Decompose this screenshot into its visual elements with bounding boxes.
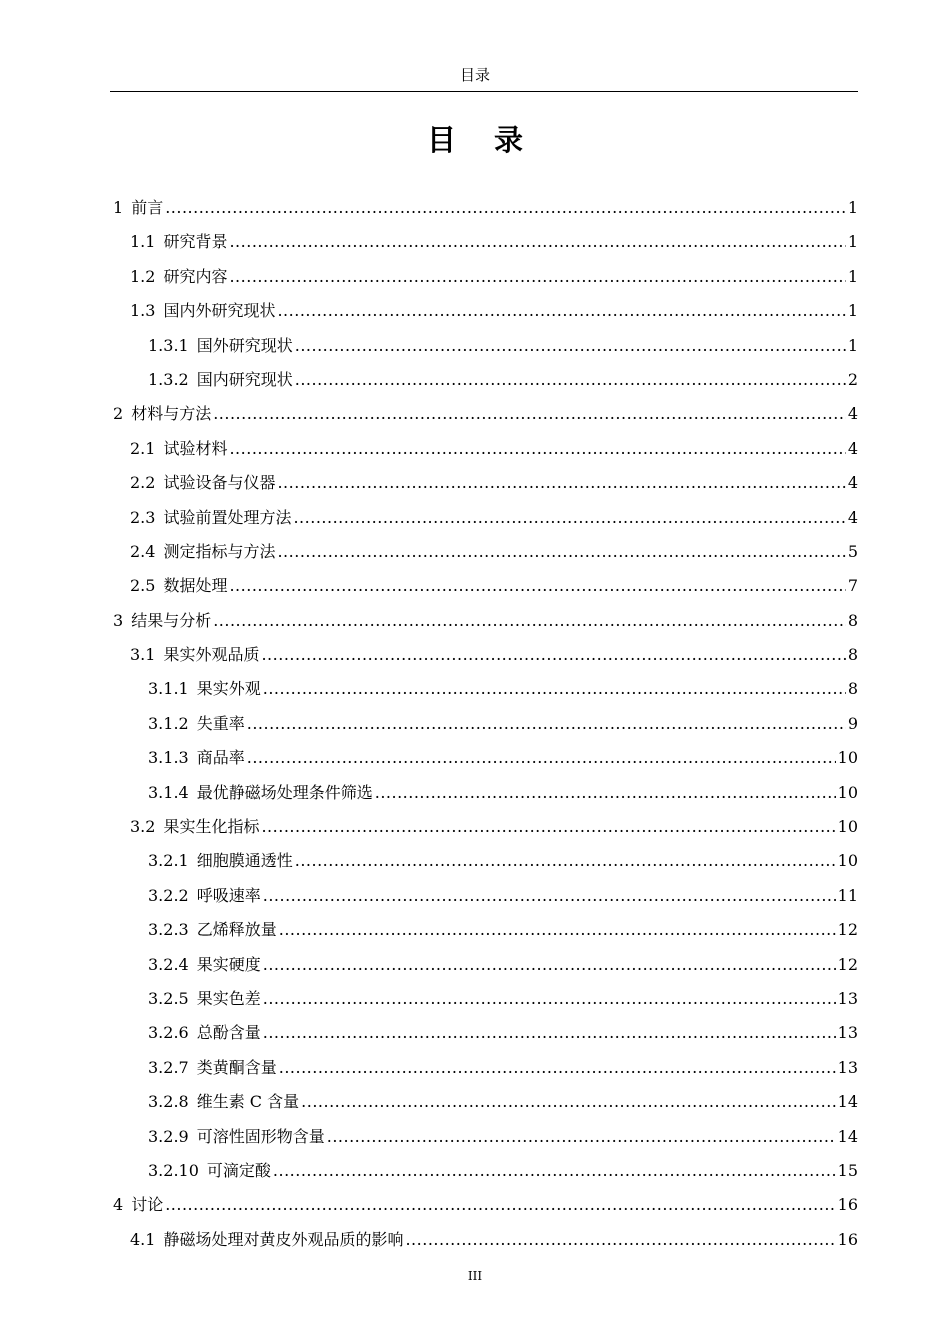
toc-entry[interactable] xyxy=(110,948,858,982)
toc-entry-label: 静磁场处理对黄皮外观品质的影响 xyxy=(163,1229,404,1249)
toc-entry-number: 3.2.2 xyxy=(148,885,189,905)
toc-entry-page: 9 xyxy=(847,713,858,733)
page-number: III xyxy=(467,1269,483,1283)
toc-entry[interactable] xyxy=(110,432,858,466)
toc-title: 目 录 xyxy=(426,123,538,157)
toc-entry-label: 国外研究现状 xyxy=(196,335,293,355)
toc-entry-page: 16 xyxy=(837,1195,858,1215)
toc-entry[interactable] xyxy=(110,466,858,500)
toc-entry[interactable] xyxy=(110,535,858,569)
toc-entry-number: 2 xyxy=(113,404,124,424)
toc-entry-number: 3.2.9 xyxy=(148,1126,189,1146)
toc-entry-label: 测定指标与方法 xyxy=(163,541,276,561)
toc-dot-leader xyxy=(261,810,835,844)
toc-dot-leader xyxy=(263,672,846,706)
toc-entry-number: 3.2.5 xyxy=(148,988,189,1008)
toc-entry[interactable] xyxy=(110,363,858,397)
toc-dot-leader xyxy=(247,707,846,741)
toc-entry[interactable] xyxy=(110,260,858,294)
toc-entry-label: 国内外研究现状 xyxy=(163,301,276,321)
toc-entry[interactable] xyxy=(110,397,858,431)
toc-entry-number: 4 xyxy=(113,1195,124,1215)
toc-entry-label: 果实外观品质 xyxy=(163,645,260,665)
toc-entry-number: 1 xyxy=(113,198,124,217)
toc-entry-label: 试验材料 xyxy=(163,438,228,458)
toc-entry[interactable] xyxy=(110,191,858,225)
toc-entry-label: 细胞膜通透性 xyxy=(196,851,293,871)
toc-entry-number: 3.2.7 xyxy=(148,1057,189,1077)
toc-entry-page: 10 xyxy=(837,782,858,802)
toc-dot-leader xyxy=(301,1085,836,1119)
toc-entry-label: 维生素 C 含量 xyxy=(196,1092,300,1112)
toc-entry-number: 3.1.4 xyxy=(148,782,189,802)
toc-dot-leader xyxy=(261,638,845,672)
toc-entry-label: 试验设备与仪器 xyxy=(163,473,276,493)
toc-entry-number: 3.1 xyxy=(130,645,156,665)
toc-entry-page: 2 xyxy=(847,369,858,389)
toc-entry-page: 1 xyxy=(847,266,858,286)
toc-entry-page: 12 xyxy=(837,954,858,974)
toc-entry-page: 8 xyxy=(847,645,858,665)
toc-entry[interactable] xyxy=(110,501,858,535)
toc-entry-label: 可滴定酸 xyxy=(206,1160,271,1180)
toc-entry-label: 果实外观 xyxy=(196,679,261,699)
toc-entry-number: 1.3.1 xyxy=(148,335,189,355)
toc-entry-number: 1.2 xyxy=(130,266,156,286)
toc-entry[interactable] xyxy=(110,1154,858,1188)
toc-entry-number: 3.2.4 xyxy=(148,954,189,974)
toc-entry-label: 果实色差 xyxy=(196,988,261,1008)
toc-entry-page: 12 xyxy=(837,920,858,940)
toc-entry[interactable] xyxy=(110,1188,858,1222)
toc-entry-label: 结果与分析 xyxy=(131,610,212,630)
toc-entry-page: 8 xyxy=(847,610,858,630)
toc-entry-page: 4 xyxy=(847,438,858,458)
toc-entry-number: 3 xyxy=(113,610,124,630)
toc-entry-number: 3.1.1 xyxy=(148,679,189,699)
toc-entry-number: 1.3 xyxy=(130,301,156,321)
toc-entry-page: 13 xyxy=(837,988,858,1008)
toc-entry-page: 1 xyxy=(847,301,858,321)
toc-entry-label: 前言 xyxy=(131,198,164,217)
toc-list xyxy=(110,191,858,1257)
toc-entry[interactable] xyxy=(110,672,858,706)
toc-entry[interactable] xyxy=(110,329,858,363)
toc-entry-page: 4 xyxy=(847,507,858,527)
toc-entry-label: 总酚含量 xyxy=(196,1023,261,1043)
toc-dot-leader xyxy=(213,604,846,638)
toc-entry-number: 4.1 xyxy=(130,1229,156,1249)
toc-entry[interactable] xyxy=(110,1051,858,1085)
toc-entry-page: 15 xyxy=(837,1160,858,1180)
toc-entry-page: 4 xyxy=(847,404,858,424)
toc-entry[interactable] xyxy=(110,913,858,947)
toc-entry-label: 商品率 xyxy=(196,748,245,768)
toc-entry[interactable] xyxy=(110,1120,858,1154)
toc-entry-page: 14 xyxy=(837,1092,858,1112)
toc-entry[interactable] xyxy=(110,569,858,603)
toc-entry-page: 10 xyxy=(837,851,858,871)
toc-dot-leader xyxy=(213,397,846,431)
toc-entry[interactable] xyxy=(110,604,858,638)
toc-entry-label: 类黄酮含量 xyxy=(196,1057,277,1077)
toc-entry-label: 失重率 xyxy=(196,713,245,733)
toc-dot-leader xyxy=(279,1051,836,1085)
toc-entry-label: 乙烯释放量 xyxy=(196,920,277,940)
toc-entry-number: 2.3 xyxy=(130,507,156,527)
toc-dot-leader xyxy=(277,466,845,500)
toc-entry-page: 11 xyxy=(837,885,858,905)
toc-dot-leader xyxy=(263,879,836,913)
toc-entry-number: 3.2.1 xyxy=(148,851,189,871)
running-header: 目录 xyxy=(459,66,490,84)
toc-entry[interactable] xyxy=(110,1016,858,1050)
toc-entry[interactable] xyxy=(110,638,858,672)
toc-entry[interactable] xyxy=(110,982,858,1016)
toc-dot-leader xyxy=(229,432,845,466)
toc-dot-leader xyxy=(327,1120,836,1154)
toc-dot-leader xyxy=(295,363,846,397)
toc-entry-label: 数据处理 xyxy=(163,576,228,596)
toc-entry-number: 3.1.2 xyxy=(148,713,189,733)
toc-entry-page: 13 xyxy=(837,1057,858,1077)
toc-entry-number: 2.1 xyxy=(130,438,156,458)
toc-dot-leader xyxy=(295,329,846,363)
toc-entry-number: 2.4 xyxy=(130,541,156,561)
toc-entry-label: 最优静磁场处理条件筛选 xyxy=(196,782,373,802)
toc-dot-leader xyxy=(273,1154,836,1188)
toc-entry-number: 3.2.8 xyxy=(148,1092,189,1112)
toc-entry-number: 2.5 xyxy=(130,576,156,596)
toc-dot-leader xyxy=(263,1016,836,1050)
toc-entry-label: 研究内容 xyxy=(163,266,228,286)
toc-entry-page: 5 xyxy=(847,541,858,561)
toc-dot-leader xyxy=(247,741,836,775)
toc-dot-leader xyxy=(293,501,845,535)
toc-entry[interactable] xyxy=(110,294,858,328)
toc-dot-leader xyxy=(405,1223,835,1257)
toc-dot-leader xyxy=(229,569,845,603)
toc-entry-label: 讨论 xyxy=(131,1195,164,1215)
toc-entry-page: 1 xyxy=(847,335,858,355)
toc-entry-page: 14 xyxy=(837,1126,858,1146)
toc-entry[interactable] xyxy=(110,741,858,775)
toc-entry-page: 10 xyxy=(837,817,858,837)
toc-entry-label: 材料与方法 xyxy=(131,404,212,424)
toc-entry-page: 10 xyxy=(837,748,858,768)
toc-entry[interactable] xyxy=(110,225,858,259)
toc-entry[interactable] xyxy=(110,879,858,913)
toc-entry-label: 呼吸速率 xyxy=(196,885,261,905)
toc-entry-page: 16 xyxy=(837,1229,858,1249)
toc-entry[interactable] xyxy=(110,1223,858,1257)
toc-dot-leader xyxy=(375,776,836,810)
toc-entry-label: 果实生化指标 xyxy=(163,817,260,837)
toc-entry-page: 1 xyxy=(847,198,858,217)
toc-dot-leader xyxy=(279,913,836,947)
toc-dot-leader xyxy=(229,260,845,294)
toc-entry-page: 7 xyxy=(847,576,858,596)
toc-dot-leader xyxy=(165,1188,835,1222)
toc-entry-number: 1.1 xyxy=(130,232,156,252)
toc-entry[interactable] xyxy=(110,707,858,741)
toc-entry-number: 3.2 xyxy=(130,817,156,837)
toc-entry-label: 研究背景 xyxy=(163,232,228,252)
toc-dot-leader xyxy=(263,982,836,1016)
toc-entry-label: 果实硬度 xyxy=(196,954,261,974)
toc-dot-leader xyxy=(263,948,836,982)
toc-dot-leader xyxy=(277,535,845,569)
toc-entry-number: 3.2.10 xyxy=(148,1160,199,1180)
toc-entry-number: 3.2.3 xyxy=(148,920,189,940)
toc-entry[interactable] xyxy=(110,844,858,878)
toc-dot-leader xyxy=(229,225,845,259)
toc-entry-number: 3.1.3 xyxy=(148,748,189,768)
toc-entry-number: 1.3.2 xyxy=(148,369,189,389)
toc-entry[interactable] xyxy=(110,810,858,844)
toc-entry-label: 国内研究现状 xyxy=(196,369,293,389)
toc-dot-leader xyxy=(277,294,845,328)
toc-entry-label: 可溶性固形物含量 xyxy=(196,1126,325,1146)
toc-entry[interactable] xyxy=(110,776,858,810)
toc-entry-number: 3.2.6 xyxy=(148,1023,189,1043)
toc-entry-label: 试验前置处理方法 xyxy=(163,507,292,527)
toc-dot-leader xyxy=(165,191,846,225)
toc-entry-page: 8 xyxy=(847,679,858,699)
header-divider xyxy=(110,91,858,92)
toc-entry[interactable] xyxy=(110,1085,858,1119)
toc-entry-number: 2.2 xyxy=(130,473,156,493)
toc-dot-leader xyxy=(295,844,836,878)
toc-entry-page: 1 xyxy=(847,232,858,252)
toc-entry-page: 13 xyxy=(837,1023,858,1043)
toc-entry-page: 4 xyxy=(847,473,858,493)
